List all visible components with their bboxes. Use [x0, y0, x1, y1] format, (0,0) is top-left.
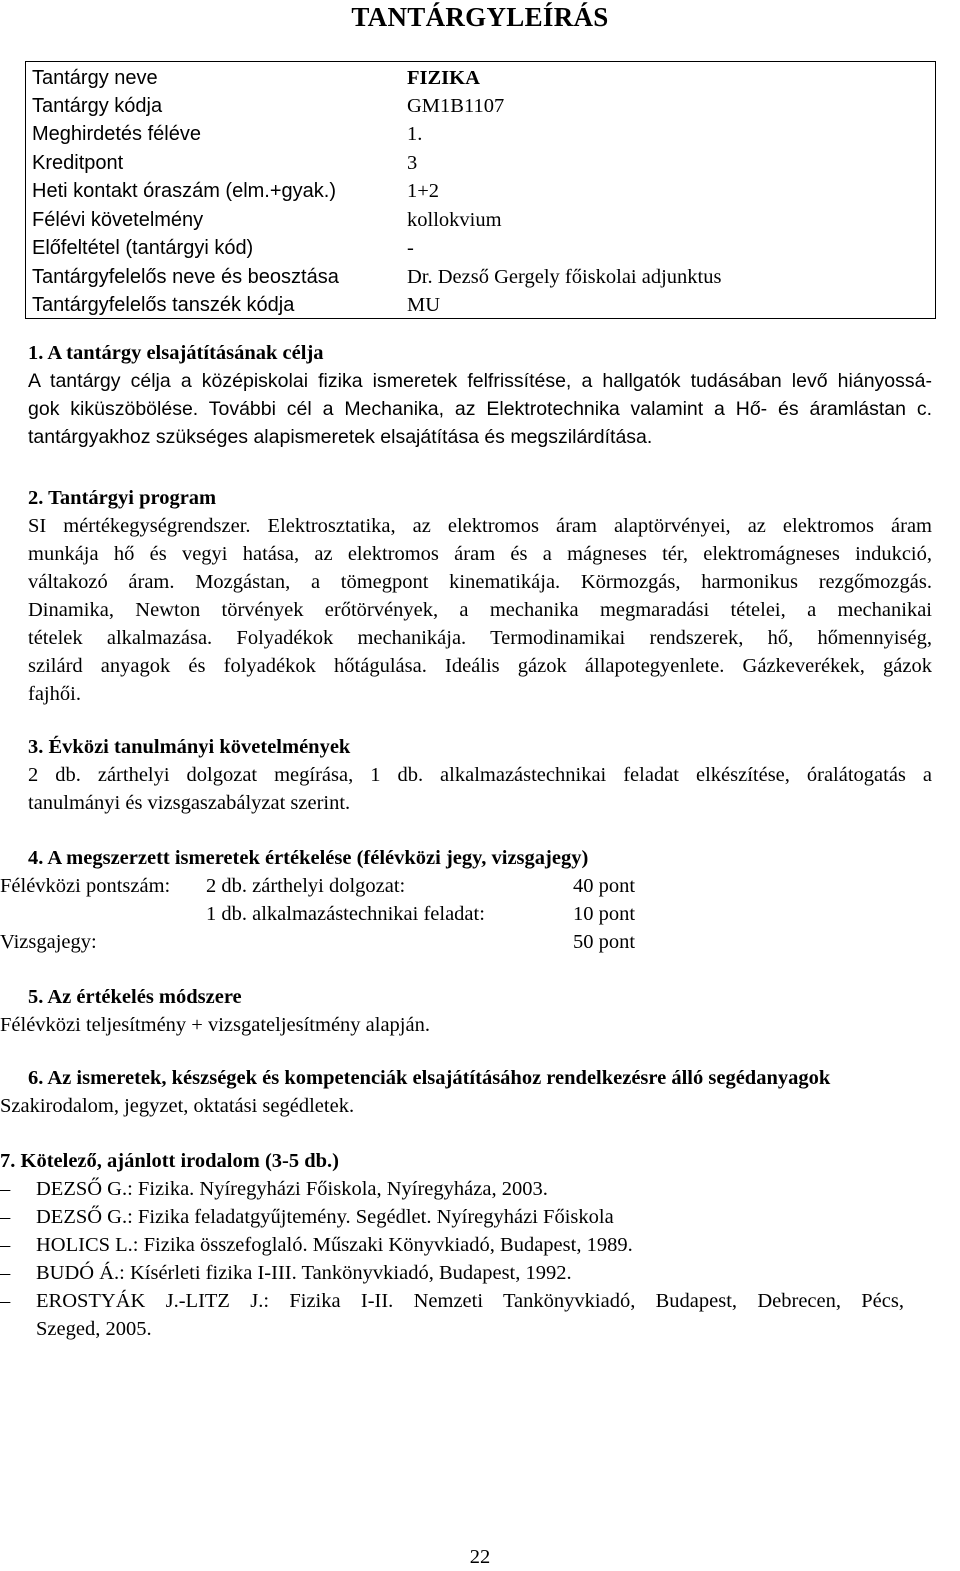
body-line: tételek alkalmazása. Folyadékok mechanikája. Termodinamikai rendszerek, hő, hőmennyiség,	[28, 627, 932, 649]
body-line: Félévközi teljesítmény + vizsgateljesítmény alapján.	[0, 1014, 430, 1036]
grade-points: 10 pont	[573, 903, 636, 925]
section-number: 7.	[0, 1150, 16, 1172]
dash-bullet: –	[0, 1262, 11, 1284]
section-number: 1.	[28, 342, 44, 364]
body-line: tanulmányi és vizsgaszabályzat szerint.	[28, 792, 351, 814]
section-heading	[0, 1064, 932, 1092]
grade-label: Vizsgajegy:	[0, 931, 97, 953]
grade-row	[0, 928, 932, 956]
grade-points: 40 pont	[573, 875, 636, 897]
list-item	[0, 1231, 932, 1259]
body-line: fajhői.	[28, 683, 81, 705]
info-label: Előfeltétel (tantárgyi kód)	[32, 237, 254, 259]
section-title: Az értékelés módszere	[47, 986, 242, 1008]
body-line: A tantárgy célja a középiskolai fizika ismeretek felfrissítése, a hallgatók tudásában levő hiányossá-	[28, 370, 932, 392]
body-line: Szakirodalom, jegyzet, oktatási segédletek.	[0, 1095, 355, 1117]
section-body	[28, 512, 932, 708]
info-label: Tantárgyfelelős tanszék kódja	[32, 294, 295, 316]
section-method	[0, 983, 932, 1039]
section-materials	[0, 1064, 932, 1120]
section-body	[0, 1011, 932, 1039]
body-line: SI mértékegységrendszer. Elektrosztatika, az elektromos áram alaptörvényei, az elektromos áram	[28, 515, 932, 537]
section-number: 5.	[28, 986, 44, 1008]
dash-bullet: –	[0, 1206, 11, 1228]
info-value: MU	[407, 294, 441, 316]
info-row-semester	[26, 120, 935, 148]
body-line: Dinamika, Newton törvények erőtörvények, a mechanika megmaradási tételei, a mechanikai	[28, 599, 932, 621]
grade-points: 50 pont	[573, 931, 636, 953]
section-title: Kötelező, ajánlott irodalom (3-5 db.)	[20, 1150, 339, 1172]
section-heading	[0, 1147, 932, 1175]
grade-row	[0, 872, 932, 900]
reference-list	[0, 1175, 932, 1343]
info-label: Meghirdetés féléve	[32, 123, 201, 145]
info-row-credits	[26, 149, 935, 177]
dash-bullet: –	[0, 1234, 11, 1256]
info-value: Dr. Dezső Gergely főiskolai adjunktus	[407, 266, 722, 288]
info-label: Tantárgy neve	[32, 67, 158, 89]
body-line: tantárgyakhoz szükséges alapismeretek elsajátítása és megszilárdítása.	[28, 426, 653, 448]
body-line: gok kiküszöbölése. További cél a Mechanika, az Elektrotechnika valamint a Hő- és áramlástan c.	[28, 398, 932, 420]
info-value: 1.	[407, 123, 423, 145]
info-value: -	[407, 237, 414, 259]
info-value: 3	[407, 152, 418, 174]
list-item	[0, 1175, 932, 1203]
grade-row	[0, 900, 932, 928]
section-number: 4.	[28, 847, 44, 869]
section-title: Évközi tanulmányi követelmények	[48, 736, 351, 758]
section-number: 3.	[28, 736, 44, 758]
reference-text: HOLICS L.: Fizika összefoglaló. Műszaki Könyvkiadó, Budapest, 1989.	[36, 1234, 633, 1256]
section-body	[28, 761, 932, 817]
section-body	[0, 1092, 932, 1120]
reference-text-continued: Szeged, 2005.	[36, 1318, 152, 1340]
info-row-requirement	[26, 206, 935, 234]
info-label: Félévi követelmény	[32, 209, 204, 231]
section-literature	[0, 1147, 932, 1343]
info-value: 1+2	[407, 180, 440, 202]
body-line: munkája hő és vegyi hatása, az elektromos áram és a mágneses tér, elektromágneses indukció,	[28, 543, 932, 565]
section-heading	[28, 339, 932, 367]
document-title: TANTÁRGYLEÍRÁS	[351, 2, 609, 32]
section-heading	[28, 484, 932, 512]
info-row-course-name	[26, 64, 935, 92]
info-label: Tantárgy kódja	[32, 95, 163, 117]
course-info-table	[25, 61, 936, 319]
section-requirements	[28, 733, 932, 817]
list-item	[0, 1259, 932, 1287]
section-heading	[28, 733, 932, 761]
info-row-department-code	[26, 291, 935, 319]
info-value: GM1B1107	[407, 95, 505, 117]
list-item	[0, 1203, 932, 1231]
section-heading	[0, 983, 932, 1011]
section-title: Tantárgyi program	[48, 487, 217, 509]
info-row-course-code	[26, 92, 935, 120]
list-item	[0, 1287, 904, 1343]
section-objective	[28, 339, 932, 451]
info-value: FIZIKA	[407, 67, 480, 89]
section-number: 2.	[28, 487, 44, 509]
reference-text: DEZSŐ G.: Fizika. Nyíregyházi Főiskola, Nyíregyháza, 2003.	[36, 1178, 548, 1200]
grade-item: 2 db. zárthelyi dolgozat:	[206, 875, 406, 897]
grade-label: Félévközi pontszám:	[0, 875, 171, 897]
info-value: kollokvium	[407, 209, 502, 231]
section-body	[28, 367, 932, 451]
info-row-prerequisite	[26, 234, 935, 262]
body-line: szilárd anyagok és folyadékok hőtágulása. Ideális gázok állapotegyenlete. Gázkeverékek, gázok	[28, 655, 932, 677]
section-evaluation	[0, 844, 932, 956]
section-number: 6.	[28, 1067, 44, 1089]
body-line: 2 db. zárthelyi dolgozat megírása, 1 db. alkalmazástechnikai feladat elkészítése, óralátogatás a	[28, 764, 932, 786]
info-label: Kreditpont	[32, 152, 124, 174]
dash-bullet: –	[0, 1178, 11, 1200]
section-title: A tantárgy elsajátításának célja	[47, 342, 324, 364]
section-title: Az ismeretek, készségek és kompetenciák elsajátításához rendelkezésre álló segédanyagok	[47, 1067, 831, 1089]
info-row-weekly-hours	[26, 177, 935, 205]
info-label: Tantárgyfelelős neve és beosztása	[32, 266, 339, 288]
reference-text: BUDÓ Á.: Kísérleti fizika I-III. Tankönyvkiadó, Budapest, 1992.	[36, 1262, 572, 1284]
dash-bullet: –	[0, 1290, 11, 1312]
section-title: A megszerzett ismeretek értékelése (félévközi jegy, vizsgajegy)	[47, 847, 589, 869]
info-label: Heti kontakt óraszám (elm.+gyak.)	[32, 180, 336, 202]
section-heading	[0, 844, 932, 872]
grade-item: 1 db. alkalmazástechnikai feladat:	[206, 903, 485, 925]
section-program	[28, 484, 932, 708]
page-number: 22	[469, 1546, 491, 1568]
body-line: váltakozó áram. Mozgástan, a tömegpont kinematikája. Körmozgás, harmonikus rezgőmozgás.	[28, 571, 932, 593]
reference-text: DEZSŐ G.: Fizika feladatgyűjtemény. Segédlet. Nyíregyházi Főiskola	[36, 1206, 614, 1228]
reference-text: EROSTYÁK J.-LITZ J.: Fizika I-II. Nemzeti Tankönyvkiadó, Budapest, Debrecen, Pécs,	[36, 1290, 904, 1312]
info-row-responsible-person	[26, 263, 935, 291]
